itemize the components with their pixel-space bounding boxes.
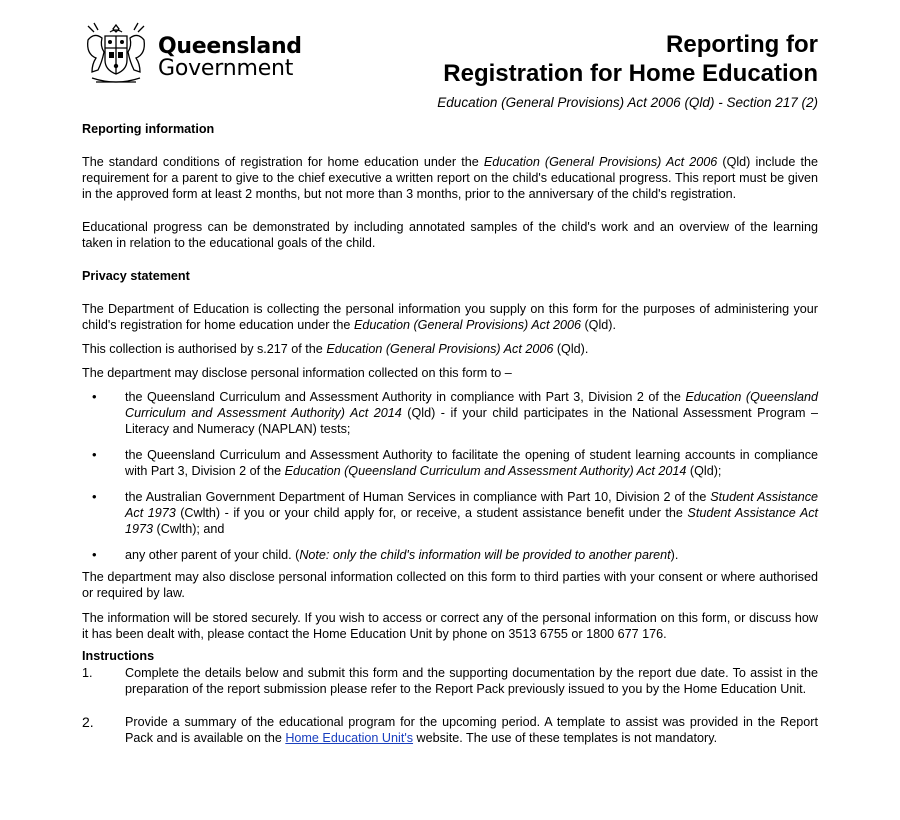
text-run: website. The use of these templates is not mandatory. (413, 731, 718, 745)
subtitle-mid: (Qld) - (680, 95, 727, 110)
queensland-coat-of-arms-logo (80, 22, 152, 88)
document-body (82, 121, 818, 746)
act-name: Education (General Provisions) Act 2006 (353, 318, 581, 332)
instructions-heading: Instructions (82, 649, 155, 663)
act-name: Education (Queensland Curriculum and Assessment Authority) Act 2014 (284, 464, 687, 478)
instructions-list (82, 665, 818, 746)
instruction-item (82, 714, 818, 746)
brand-line-1: Queensland (158, 34, 302, 59)
reporting-heading: Reporting information (82, 122, 215, 136)
privacy-paragraph-4: The department may also disclose personal information collected on this form to third parties with your consent or where authorised or required by law. (82, 570, 818, 600)
text-run: Complete the details below and submit this form and the supporting documentation by the report due date. To assist in the preparation of the report submission please refer to the Report Pack previously issued to you by the Home Education Unit. (125, 666, 818, 696)
privacy-paragraph-3: The department may disclose personal information collected on this form to – (82, 366, 512, 380)
brand-line-2: Government (158, 56, 294, 81)
bullet-icon: • (92, 447, 97, 462)
disclosure-item (82, 447, 818, 479)
text-run: (Cwlth) - if you or your child apply for, or receive, a student assistance benefit under the (175, 506, 688, 520)
act-name: Student Assistance Act 1973 (125, 490, 819, 520)
disclosure-list (82, 389, 818, 563)
text-run: (Cwlth); and (153, 522, 225, 536)
reporting-paragraph-2: Educational progress can be demonstrated by including annotated samples of the child's work and an overview of the learning taken in relation to the educational goals of the child. (82, 220, 818, 250)
home-education-unit-link[interactable]: Home Education Unit's (285, 731, 414, 745)
text-run: The standard conditions of registration for home education under the (82, 155, 484, 169)
title-line-2: Registration for Home Education (443, 60, 818, 87)
disclosure-item (82, 389, 818, 437)
bullet-icon: • (92, 389, 97, 404)
subtitle-section: Section 217 (2) (726, 95, 818, 110)
document-title (443, 30, 818, 88)
privacy-heading: Privacy statement (82, 269, 190, 283)
text-run: (Qld) include the requirement for a parent to give to the chief executive a written report on the child's educational progress. This report must be given in the approved form at least 2 months, but not more than 3 months, prior to the anniversary of the child's registration. (82, 155, 818, 201)
reporting-paragraph-1 (82, 154, 818, 202)
act-name: Education (Queensland Curriculum and Assessment Authority) Act 2014 (125, 390, 818, 420)
document-header (0, 0, 900, 120)
document-subtitle (437, 95, 818, 111)
privacy-paragraph-2 (82, 341, 818, 357)
disclosure-item (82, 547, 818, 563)
note-text: Note: only the child's information will be provided to another parent (299, 548, 671, 562)
bullet-icon: • (92, 547, 97, 562)
text-run: the Australian Government Department of Human Services in compliance with Part 10, Division 2 of the (125, 490, 711, 504)
text-run: any other parent of your child. ( (125, 548, 300, 562)
text-run: (Qld). (553, 342, 589, 356)
text-run: The Department of Education is collecting the personal information you supply on this form for the purposes of administering your child's registration for home education under the (82, 302, 818, 332)
bullet-icon: • (92, 489, 97, 504)
act-name: Education (General Provisions) Act 2006 (483, 155, 718, 169)
act-name: Education (General Provisions) Act 2006 (326, 342, 554, 356)
item-number: 1. (82, 666, 93, 680)
text-run: the Queensland Curriculum and Assessment Authority to facilitate the opening of student learning accounts in compliance with Part 3, Division 2 of the (125, 448, 818, 478)
text-run: (Qld); (686, 464, 722, 478)
item-number: 2. (82, 714, 94, 730)
title-line-1: Reporting for (666, 31, 818, 58)
text-run: ). (670, 548, 679, 562)
text-run: (Qld). (580, 318, 616, 332)
text-run: (Qld) - if your child participates in the National Assessment Program – Literacy and Numeracy (NAPLAN) tests; (125, 406, 818, 436)
disclosure-item (82, 489, 818, 537)
instruction-item (82, 665, 818, 697)
text-run: This collection is authorised by s.217 of the (82, 342, 327, 356)
queensland-government-wordmark (158, 36, 302, 80)
text-run: Provide a summary of the educational program for the upcoming period. A template to assist was provided in the Report Pack and is available on the (125, 715, 818, 745)
act-name: Student Assistance Act 1973 (125, 506, 819, 536)
text-run: the Queensland Curriculum and Assessment Authority in compliance with Part 3, Division 2 of the (125, 390, 686, 404)
privacy-paragraph-1 (82, 301, 818, 333)
subtitle-act: Education (General Provisions) Act 2006 (437, 95, 681, 110)
privacy-paragraph-5: The information will be stored securely. If you wish to access or correct any of the personal information on this form, or discuss how it has been dealt with, please contact the Home Education Unit by phone on 3513 6755 or 1800 677 176. (82, 611, 818, 641)
